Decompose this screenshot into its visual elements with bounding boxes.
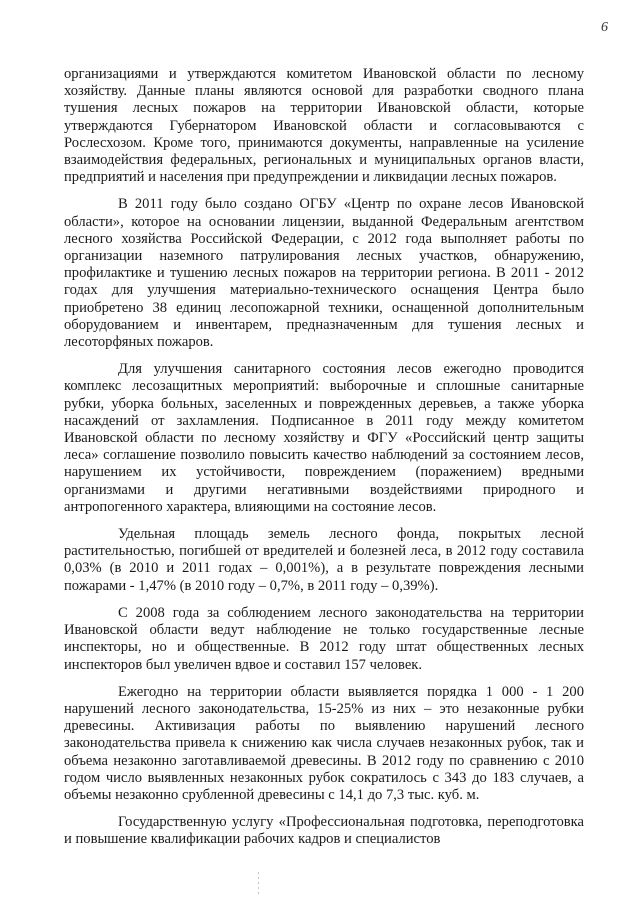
scan-artifact-line xyxy=(258,872,259,896)
paragraph-sanitary-measures: Для улучшения санитарного состояния лесов ежегодно проводится комплекс лесозащитных мероприятий: выборочные и сплошные санитарные рубки, уборка больных, заселенных и поврежденных деревьев, а также уборка насаждений от захламления. Подписанное в 2011 году между комитетом Ивановской области по лесному хозяйству и ФГУ «Российский центр защиты леса» соглашение позволило повысить качество наблюдений за состоянием лесов, нарушением их устойчивости, повреждением (поражением) вредными организмами и другими негативными воздействиями природного и антропогенного характера, влияющими на состояние лесов. xyxy=(64,361,584,515)
page-number: 6 xyxy=(601,20,608,35)
paragraph-damaged-area-share: Удельная площадь земель лесного фонда, покрытых лесной растительностью, погибшей от вредителей и болезней леса, в 2012 году составила 0,03% (в 2010 и 2011 годах – 0,001%), а в результате повреждения лесными пожарами - 1,47% (в 2010 году – 0,7%, в 2011 году – 0,39%). xyxy=(64,526,584,594)
document-body xyxy=(64,66,584,849)
paragraph-training-service: Государственную услугу «Профессиональная подготовка, переподготовка и повышение квалификации рабочих кадров и специалистов xyxy=(64,814,584,848)
paragraph-forest-fire-plans: организациями и утверждаются комитетом Ивановской области по лесному хозяйству. Данные планы являются основой для разработки сводного плана тушения лесных пожаров на территории Ивановской области, которые утверждаются Губернатором Ивановской области и согласовываются с Рослесхозом. Кроме того, принимаются документы, направленные на усиление взаимодействия федеральных, региональных и муниципальных органов власти, предприятий и населения при предупреждении и ликвидации лесных пожаров. xyxy=(64,66,584,186)
paragraph-forest-inspectors: С 2008 года за соблюдением лесного законодательства на территории Ивановской области ведут наблюдение не только государственные лесные инспекторы, но и общественные. В 2012 году штат общественных лесных инспекторов был увеличен вдвое и составил 157 человек. xyxy=(64,604,584,673)
paragraph-forest-protection-center: В 2011 году было создано ОГБУ «Центр по охране лесов Ивановской области», которое на основании лицензии, выданной Федеральным агентством лесного хозяйства Российской Федерации, с 2012 года выполняет работы по организации наземного патрулирования лесных участков, обнаружению, профилактике и тушению лесных пожаров на территории региона. В 2011 - 2012 годах для улучшения материально-технического оснащения Центра было приобретено 38 единиц лесопожарной техники, оснащенной дополнительным оборудованием и инвентарем, предназначенным для тушения лесных и лесоторфяных пожаров. xyxy=(64,196,584,351)
paragraph-illegal-logging: Ежегодно на территории области выявляется порядка 1 000 - 1 200 нарушений лесного законодательства, 15-25% из них – это незаконные рубки древесины. Активизация работы по выявлению нарушений лесного законодательства привела к снижению как числа случаев незаконных рубок, так и объема незаконно заготавливаемой древесины. В 2012 году по сравнению с 2010 годом число выявленных незаконных рубок сократилось с 343 до 183 случаев, а объемы незаконно срубленной древесины с 14,1 до 7,3 тыс. куб. м. xyxy=(64,683,584,803)
